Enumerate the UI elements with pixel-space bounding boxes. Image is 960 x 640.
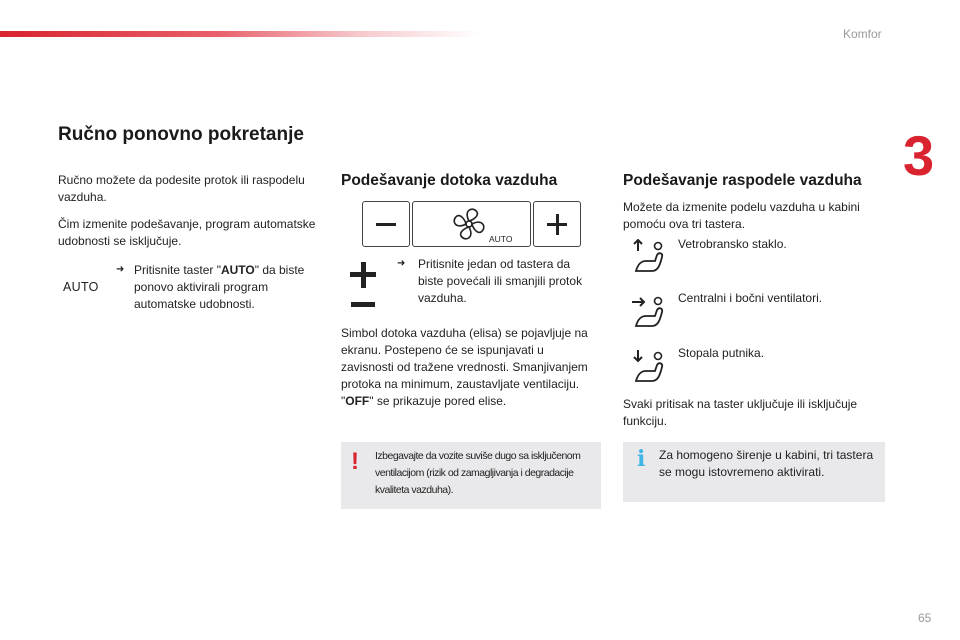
warning-note bbox=[341, 442, 601, 509]
distribution-title: Podešavanje raspodele vazduha bbox=[623, 172, 862, 189]
minus-icon bbox=[376, 223, 396, 226]
minus-symbol-icon bbox=[351, 302, 375, 307]
distribution-intro: Možete da izmenite podelu vazduha u kabini pomoću ova tri tastera. bbox=[623, 200, 860, 231]
airflow-body-text: Simbol dotoka vazduha (elisa) se pojavljuje na ekranu. Postepeno će se ispunjavati u zavisnosti od tražene vrednosti. Smanjivanjem protoka na minimum, zaustavljate ventilaciju. "OFF" se prikazuje pored elise. bbox=[341, 326, 588, 408]
info-note bbox=[623, 442, 885, 502]
fan-decrease-button[interactable] bbox=[362, 201, 410, 247]
airflow-bullet-text: Pritisnite jedan od tastera da biste povećali ili smanjili protok vazduha. bbox=[418, 257, 583, 305]
windscreen-airflow-icon bbox=[628, 239, 674, 275]
distribution-option-windscreen: Vetrobransko staklo. bbox=[678, 237, 787, 251]
auto-bullet-text: Pritisnite taster "AUTO" da biste ponovo aktivirali program automatske udobnosti. bbox=[134, 263, 305, 311]
bullet-arrow-icon: ➜ bbox=[397, 258, 406, 269]
auto-button-label: AUTO bbox=[63, 280, 99, 294]
fan-display bbox=[412, 201, 531, 247]
fan-auto-label: AUTO bbox=[489, 234, 513, 244]
manual-restart-para2: Čim izmenite podešavanje, program automatske udobnosti se isključuje. bbox=[58, 217, 316, 248]
section-title: Komfor bbox=[843, 27, 882, 41]
manual-restart-title: Ručno ponovno pokretanje bbox=[58, 124, 304, 145]
chapter-number: 3 bbox=[903, 124, 935, 187]
plus-symbol-icon bbox=[350, 262, 376, 288]
info-icon: i bbox=[637, 446, 646, 472]
bullet-arrow-icon: ➜ bbox=[116, 264, 125, 275]
distribution-footer: Svaki pritisak na taster uključuje ili isključuje funkciju. bbox=[623, 397, 858, 428]
distribution-option-vents: Centralni i bočni ventilatori. bbox=[678, 291, 823, 305]
page-number: 65 bbox=[918, 611, 932, 625]
header-accent-bar bbox=[0, 31, 480, 37]
manual-restart-para1: Ručno možete da podesite protok ili raspodelu vazduha. bbox=[58, 173, 305, 204]
info-note-text: Za homogeno širenje u kabini, tri tastera se mogu istovremeno aktivirati. bbox=[659, 448, 874, 479]
feet-airflow-icon bbox=[628, 349, 674, 385]
warning-note-text: Izbegavajte da vozite suviše dugo sa isključenom ventilacijom (rizik od zamagljivanja i degradacije kvaliteta vazduha). bbox=[375, 450, 581, 496]
distribution-option-feet: Stopala putnika. bbox=[678, 346, 765, 360]
fan-increase-button[interactable] bbox=[533, 201, 581, 247]
airflow-title: Podešavanje dotoka vazduha bbox=[341, 172, 558, 189]
fan-icon bbox=[449, 204, 489, 244]
vents-airflow-icon bbox=[628, 294, 674, 330]
warning-icon: ! bbox=[351, 448, 359, 475]
